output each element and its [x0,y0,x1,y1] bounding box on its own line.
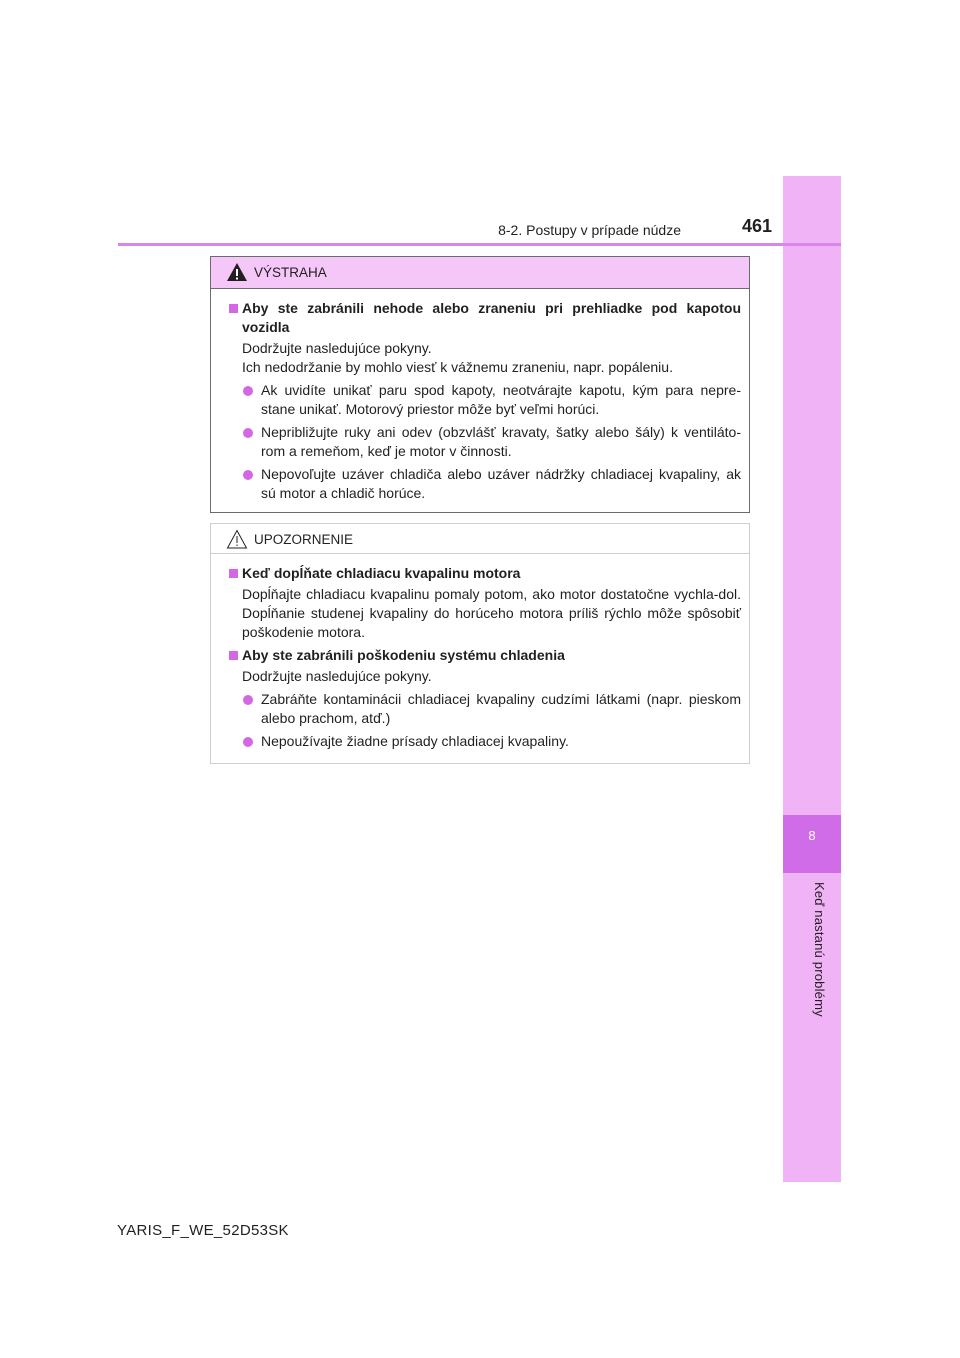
notice-title: UPOZORNENIE [254,532,354,547]
warning-bullet-item [229,423,741,461]
warning-heading-text: Aby ste zabránili nehode alebo zraneniu pri prehliadke pod kapotou vozidla [242,300,741,335]
square-bullet-icon [229,569,238,578]
warning-bullet-item [229,465,741,503]
notice-heading-1 [229,564,741,583]
warning-title: VÝSTRAHA [254,265,327,280]
notice-heading-2 [229,646,741,665]
circle-bullet-icon [243,470,253,480]
notice-bullet-text: Zabráňte kontaminácii chladiacej kvapaliny cudzími látkami (napr. pieskom alebo prachom, atď.) [261,691,741,726]
notice-bullet-item [229,732,741,751]
caution-triangle-icon [226,529,248,549]
page-number: 461 [741,216,772,236]
warning-bullet-text: Nepovoľujte uzáver chladiča alebo uzáver nádržky chladiacej kvapaliny, ak sú motor a chladič horúce. [261,466,741,501]
warning-content [211,289,749,503]
warning-bullet-text: Ak uvidíte unikať paru spod kapoty, neotvárajte kapotu, kým para nepre-stane unikať. Motorový priestor môže byť veľmi horúci. [261,382,741,417]
notice-heading-text: Aby ste zabránili poškodeniu systému chladenia [242,647,565,663]
notice-content [211,554,749,751]
warning-heading [229,299,741,337]
chapter-number: 8 [808,828,816,843]
warning-bullet-text: Nepribližujte ruky ani odev (obzvlášť kravaty, šatky alebo šály) k ventiláto-rom a remeňom, keď je motor v činnosti. [261,424,741,459]
square-bullet-icon [229,651,238,660]
circle-bullet-icon [243,737,253,747]
chapter-label: Keď nastanú problémy [812,882,827,1017]
warning-box [210,256,750,513]
circle-bullet-icon [243,428,253,438]
warning-triangle-icon [226,262,248,282]
notice-bullet-text: Nepoužívajte žiadne prísady chladiacej kvapaliny. [261,733,569,749]
chapter-side-tab [783,176,841,1182]
warning-intro-1: Dodržujte nasledujúce pokyny. [242,340,432,356]
notice-header [211,524,749,554]
notice-text-1: Dopĺňajte chladiacu kvapalinu pomaly potom, ako motor dostatočne vychla-dol. Dopĺňanie studenej kvapaliny do horúceho motora príliš rýchlo môže spôsobiť poškodenie motora. [242,586,741,640]
header-divider [118,243,841,246]
notice-text-2: Dodržujte nasledujúce pokyny. [242,668,432,684]
warning-bullet-item [229,381,741,419]
notice-box [210,523,750,764]
document-code: YARIS_F_WE_52D53SK [117,1222,289,1239]
section-title: 8-2. Postupy v prípade núdze [498,222,681,238]
circle-bullet-icon [243,695,253,705]
circle-bullet-icon [243,386,253,396]
warning-intro-2: Ich nedodržanie by mohlo viesť k vážnemu zraneniu, napr. popáleniu. [242,359,673,375]
notice-bullet-item [229,690,741,728]
notice-heading-text: Keď dopĺňate chladiacu kvapalinu motora [242,565,521,581]
chapter-number-tab [783,815,841,873]
square-bullet-icon [229,304,238,313]
warning-header [211,257,749,289]
